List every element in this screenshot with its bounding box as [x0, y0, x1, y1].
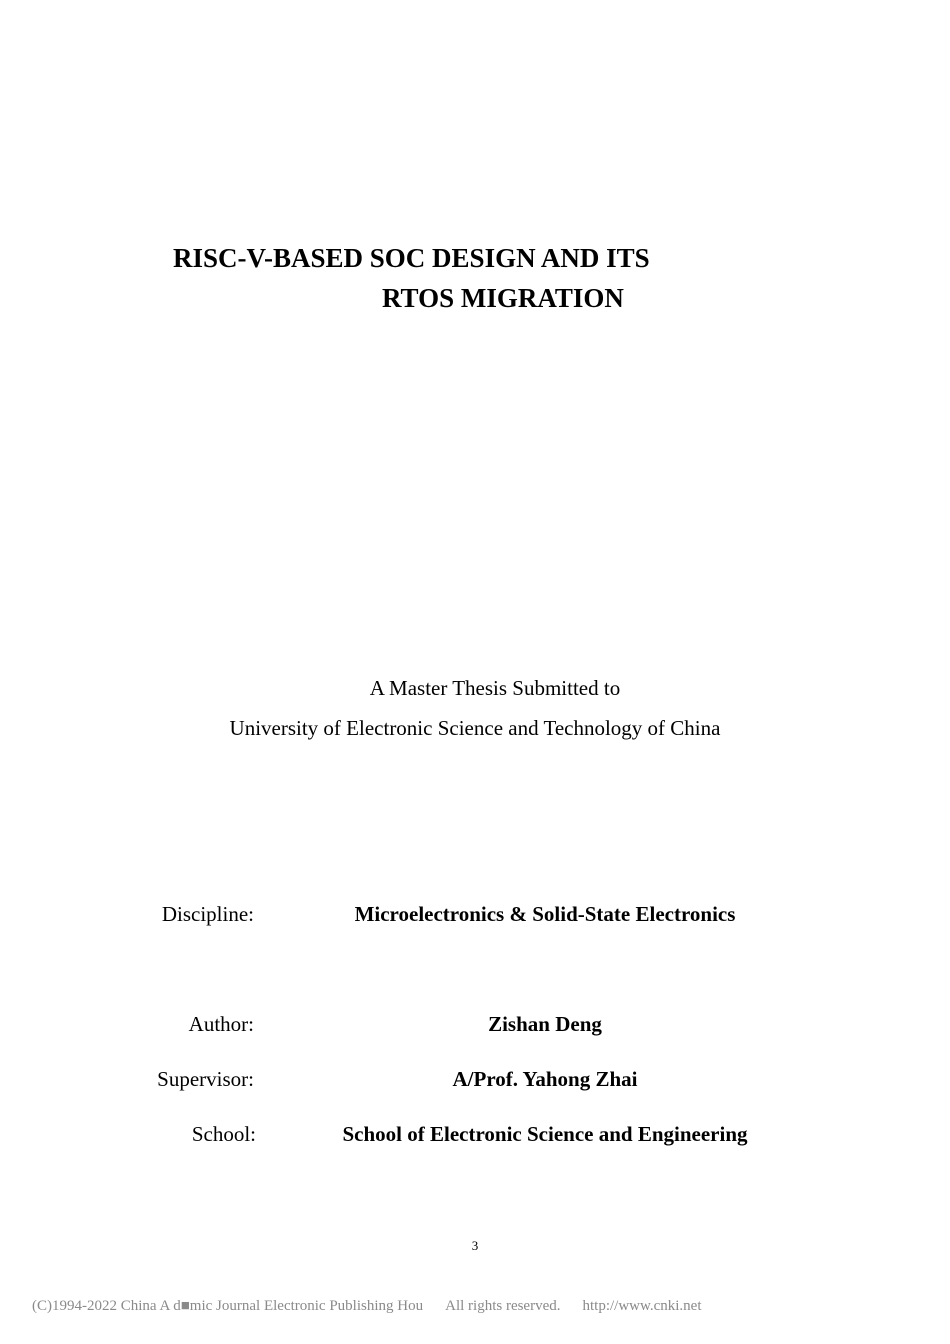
footer-rights: All rights reserved.: [445, 1298, 561, 1314]
school-value: School of Electronic Science and Engineering: [342, 1122, 748, 1146]
school-label: School:: [191, 1122, 256, 1146]
page-number: 3: [471, 1238, 479, 1253]
thesis-title-line-1: RISC-V-BASED SOC DESIGN AND ITS: [173, 243, 650, 273]
thesis-title-line-2: RTOS MIGRATION: [382, 283, 624, 313]
author-label: Author:: [188, 1012, 254, 1036]
supervisor-label: Supervisor:: [157, 1067, 254, 1091]
footer-copyright: (C)1994-2022 China A d■mic Journal Electronic Publishing Hou: [32, 1298, 424, 1314]
copyright-footer: [32, 1297, 702, 1315]
footer-url: http://www.cnki.net: [582, 1298, 702, 1314]
submission-statement: A Master Thesis Submitted to: [369, 676, 621, 700]
supervisor-value: A/Prof. Yahong Zhai: [452, 1067, 638, 1091]
discipline-value: Microelectronics & Solid-State Electronics: [354, 902, 736, 926]
discipline-label: Discipline:: [161, 902, 254, 926]
university-name: University of Electronic Science and Technology of China: [229, 716, 721, 740]
author-value: Zishan Deng: [488, 1012, 602, 1036]
